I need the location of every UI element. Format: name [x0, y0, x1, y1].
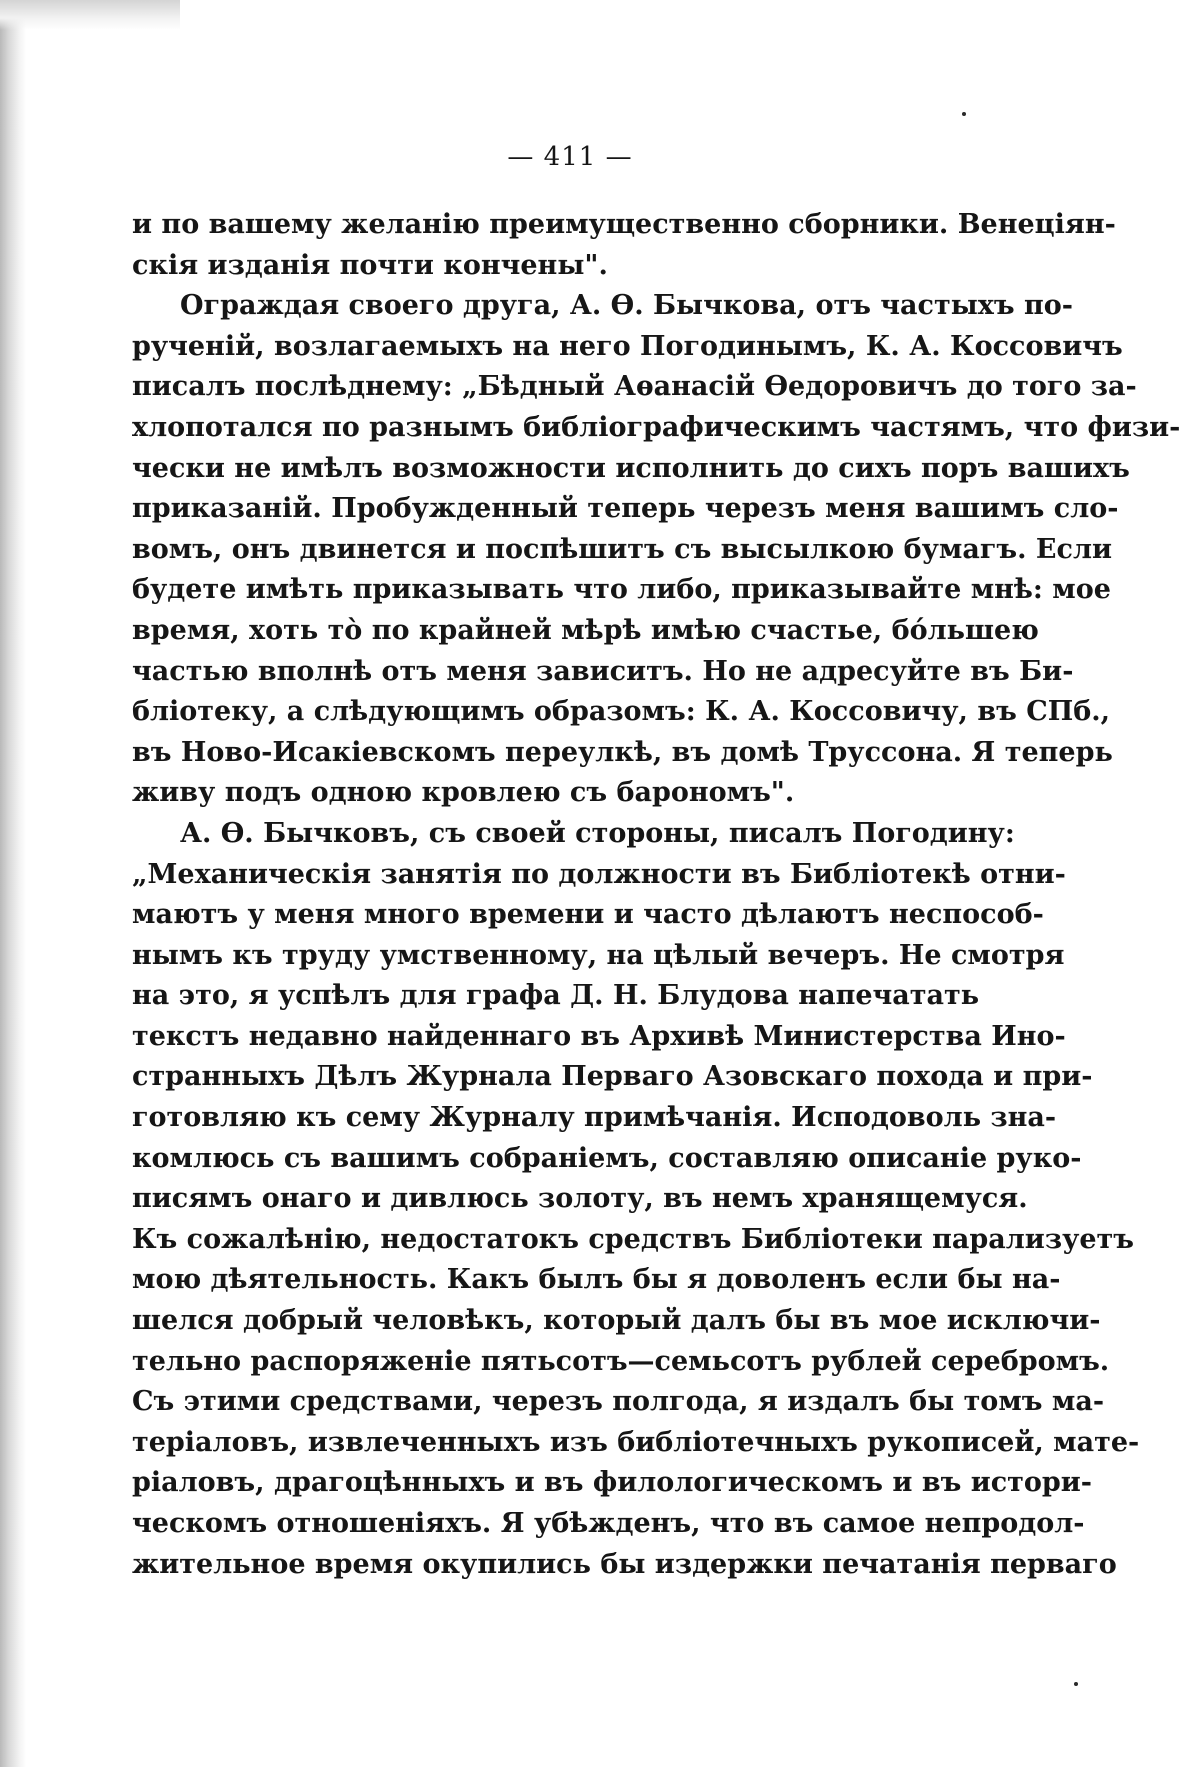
text-line: хлопотался по разнымъ библіографическимъ частямъ, что физи-: [132, 411, 1180, 443]
text-line: „Механическія занятія по должности въ Библіотекѣ отни-: [132, 858, 1066, 890]
scan-corner-shadow: [0, 0, 180, 30]
text-line: жительное время окупились бы издержки печатанія перваго: [132, 1548, 1117, 1580]
text-line: маютъ у меня много времени и часто дѣлаютъ неспособ-: [132, 899, 1044, 931]
text-line: писямъ онаго и дивлюсь золоту, въ немъ хранящемуся.: [132, 1183, 1028, 1215]
scan-speck: [962, 112, 966, 116]
text-line: странныхъ Дѣлъ Журнала Перваго Азовскаго похода и при-: [132, 1061, 1093, 1093]
text-line: текстъ недавно найденнаго въ Архивѣ Министерства Ино-: [132, 1020, 1066, 1052]
text-line: писалъ послѣднему: „Бѣдный Аѳанасій Ѳедоровичъ до того за-: [132, 371, 1137, 403]
text-line: и по вашему желанію преимущественно сборники. Венеціян-: [132, 209, 1116, 240]
page-number: — 411 —: [507, 142, 633, 172]
text-line: приказаній. Пробужденный теперь черезъ меня вашимъ сло-: [132, 493, 1119, 525]
scan-page-edge: [0, 0, 26, 1767]
text-line: частью вполнѣ отъ меня зависитъ. Но не адресуйте въ Би-: [132, 655, 1074, 687]
text-line: Съ этими средствами, черезъ полгода, я издалъ бы томъ ма-: [132, 1386, 1105, 1418]
text-line: въ Ново-Исакіевскомъ переулкѣ, въ домѣ Труссона. Я теперь: [132, 736, 1113, 768]
text-line: шелся добрый человѣкъ, который далъ бы въ мое исключи-: [132, 1305, 1101, 1337]
text-line: на это, я успѣлъ для графа Д. Н. Блудова напечатать: [132, 980, 980, 1012]
text-line: мою дѣятельность. Какъ былъ бы я доволенъ если бы на-: [132, 1264, 1061, 1296]
text-line: Къ сожалѣнію, недостатокъ средствъ Библіотеки парализуетъ: [132, 1223, 1134, 1255]
text-line: живу подъ одною кровлею съ барономъ".: [132, 777, 795, 809]
text-line: бліотеку, а слѣдующимъ образомъ: К. А. Коссовичу, въ СПб.,: [132, 696, 1110, 728]
text-line: А. Ѳ. Бычковъ, съ своей стороны, писалъ Погодину:: [180, 817, 1015, 849]
body-text: [132, 205, 1180, 1585]
text-line: Ограждая своего друга, А. Ѳ. Бычкова, отъ частыхъ по-: [180, 290, 1073, 322]
text-line: теріаловъ, извлеченныхъ изъ библіотечныхъ рукописей, мате-: [132, 1426, 1140, 1458]
text-line: будете имѣть приказывать что либо, приказывайте мнѣ: мое: [132, 574, 1111, 606]
text-line: ческомъ отношеніяхъ. Я убѣжденъ, что въ самое непродол-: [132, 1508, 1085, 1539]
text-line: комлюсь съ вашимъ собраніемъ, составляю описаніе руко-: [132, 1142, 1082, 1174]
scan-speck: [1074, 1682, 1078, 1686]
text-line: нымъ къ труду умственному, на цѣлый вечеръ. Не смотря: [132, 939, 1065, 971]
text-line: время, хоть тò по крайней мѣрѣ имѣю счастье, бóльшею: [132, 614, 1039, 646]
text-line: тельно распоряженіе пятьсотъ—семьсотъ рублей серебромъ.: [132, 1345, 1110, 1377]
text-line: готовляю къ сему Журналу примѣчанія. Исподоволь зна-: [132, 1102, 1057, 1134]
text-line: рученій, возлагаемыхъ на него Погодинымъ, К. А. Коссовичъ: [132, 330, 1123, 362]
text-line: вомъ, онъ двинется и поспѣшитъ съ высылкою бумагъ. Если: [132, 533, 1113, 565]
text-line: чески не имѣлъ возможности исполнить до сихъ поръ вашихъ: [132, 452, 1130, 484]
text-line: скія изданія почти кончены".: [132, 249, 608, 281]
text-line: ріаловъ, драгоцѣнныхъ и въ филологическомъ и въ истори-: [132, 1467, 1093, 1499]
